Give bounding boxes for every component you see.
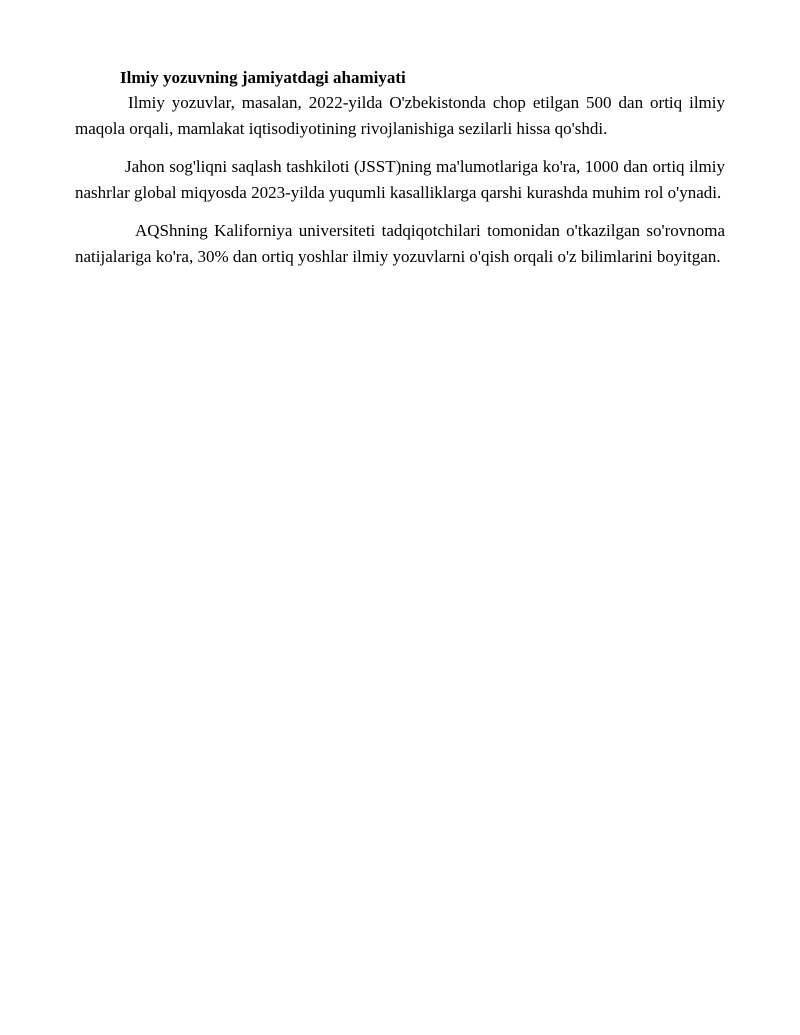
paragraph-3: AQShning Kaliforniya universiteti tadqiqotchilari tomonidan o'tkazilgan so'rovnoma natijalariga ko'ra, 30% dan ortiq yoshlar ilmiy yozuvlarni o'qish orqali o'z bilimlarini boyitgan.	[75, 221, 725, 266]
document-body	[75, 67, 725, 282]
document-title: Ilmiy yozuvning jamiyatdagi ahamiyati	[120, 68, 406, 87]
paragraph-2: Jahon sog'liqni saqlash tashkiloti (JSST)ning ma'lumotlariga ko'ra, 1000 dan ortiq ilmiy nashrlar global miqyosda 2023-yilda yuqumli kasalliklarga qarshi kurashda muhim rol o'ynadi.	[75, 157, 725, 202]
paragraph-1: Ilmiy yozuvlar, masalan, 2022-yilda O'zbekistonda chop etilgan 500 dan ortiq ilmiy maqola orqali, mamlakat iqtisodiyotining rivojlanishiga sezilarli hissa qo'shdi.	[75, 93, 725, 138]
